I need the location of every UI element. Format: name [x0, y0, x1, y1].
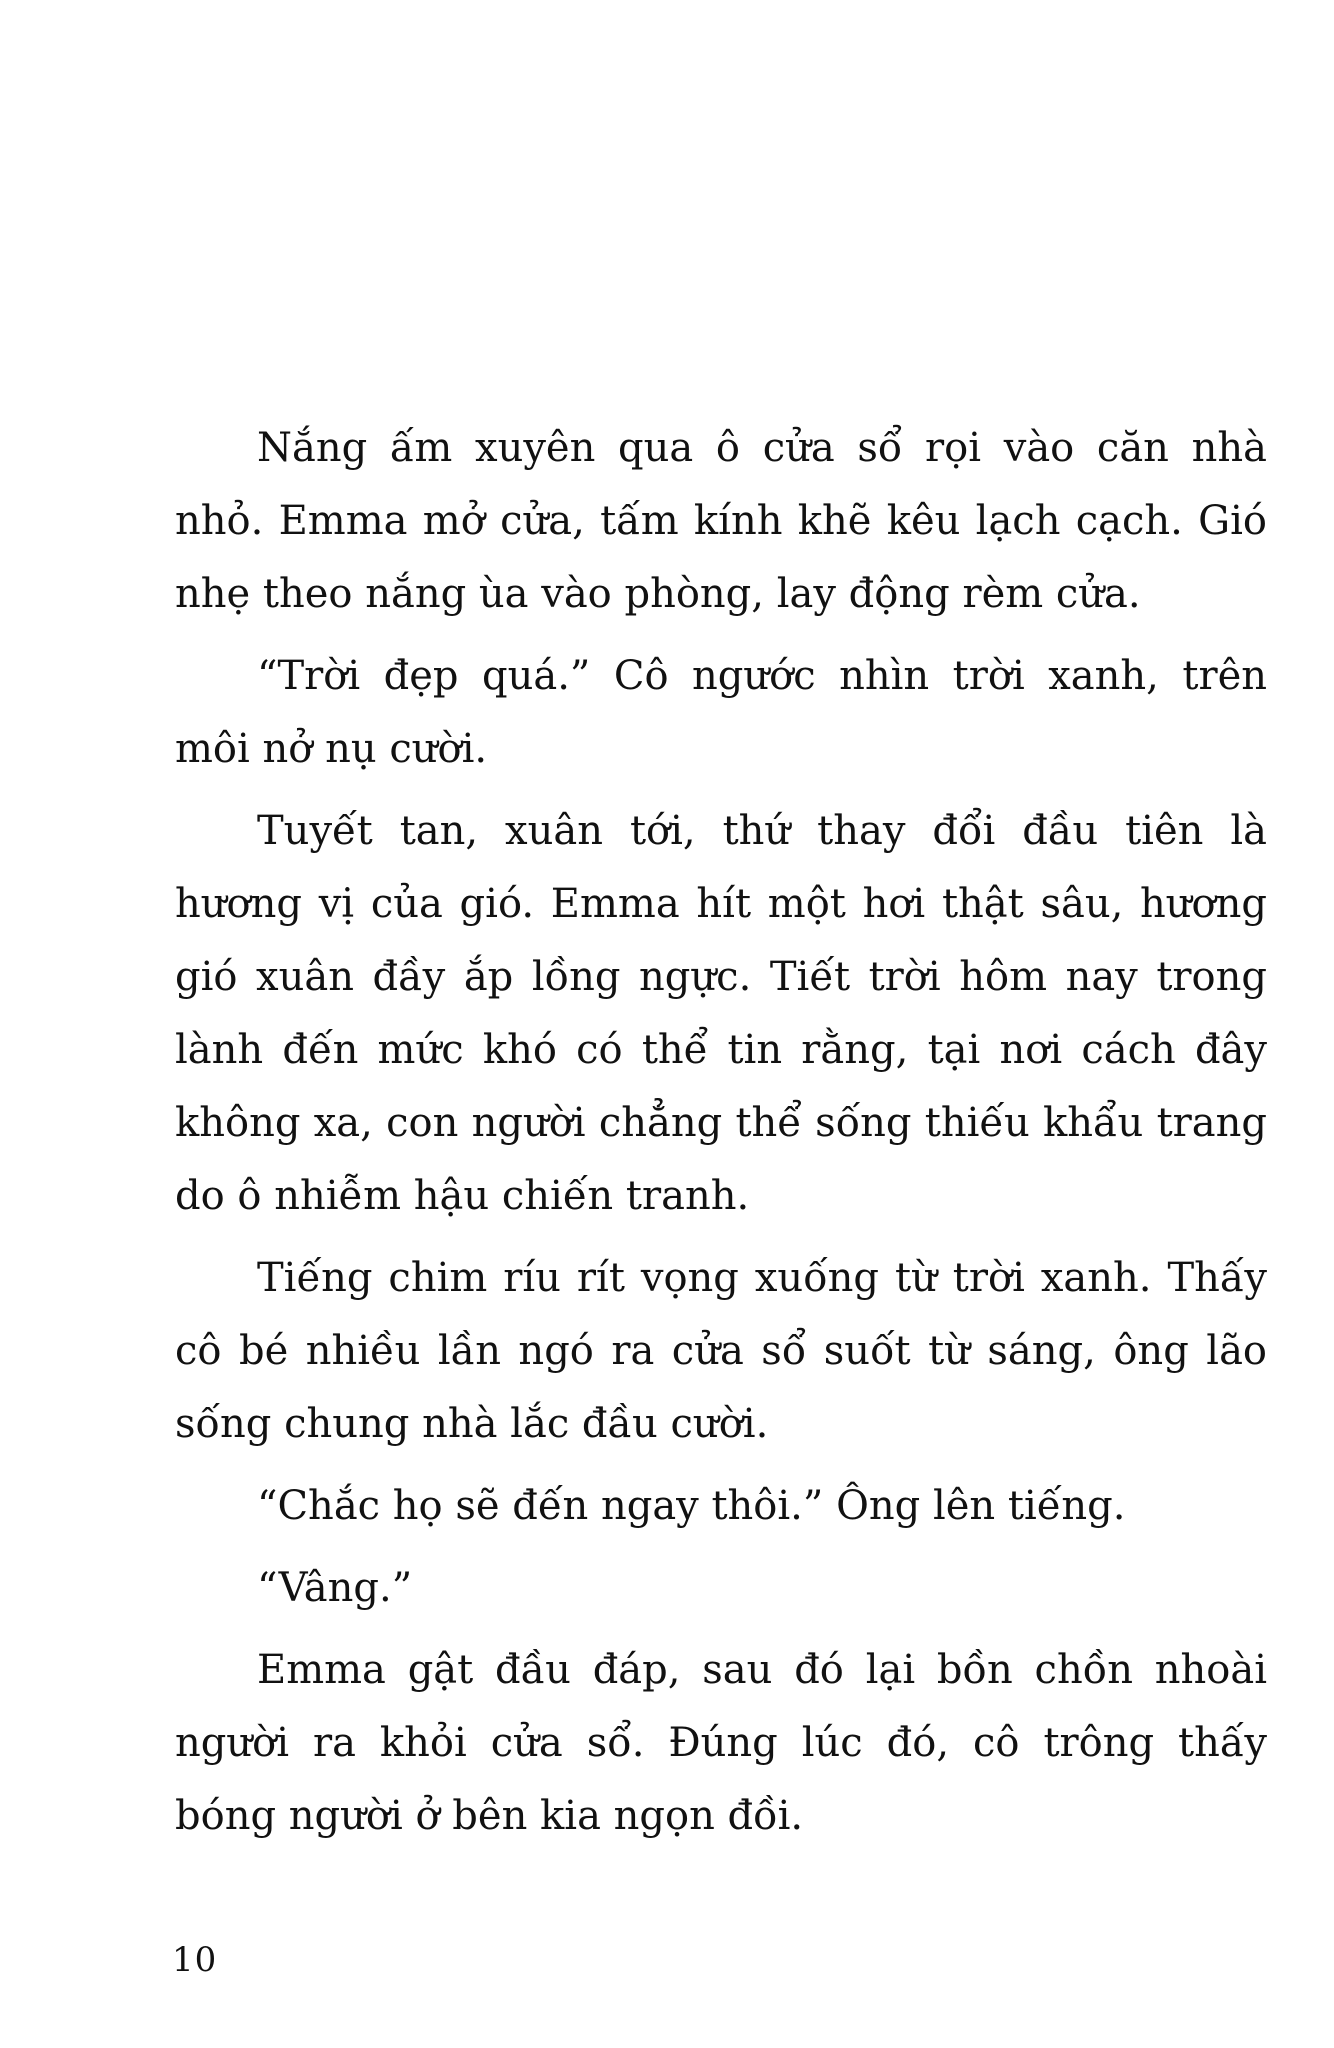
paragraph-4: Tiếng chim ríu rít vọng xuống từ trời xanh. Thấy cô bé nhiều lần ngó ra cửa sổ suốt từ sáng, ông lão sống chung nhà lắc đầu cười.: [175, 1255, 1267, 1447]
body-text: [175, 412, 1267, 1862]
paragraph-2: “Trời đẹp quá.” Cô ngước nhìn trời xanh, trên môi nở nụ cười.: [175, 653, 1267, 772]
paragraph-7: Emma gật đầu đáp, sau đó lại bồn chồn nhoài người ra khỏi cửa sổ. Đúng lúc đó, cô trông thấy bóng người ở bên kia ngọn đồi.: [175, 1647, 1267, 1839]
page-number: 10: [172, 1940, 218, 1980]
paragraph-1: Nắng ấm xuyên qua ô cửa sổ rọi vào căn nhà nhỏ. Emma mở cửa, tấm kính khẽ kêu lạch cạch. Gió nhẹ theo nắng ùa vào phòng, lay động rèm cửa.: [175, 425, 1267, 617]
paragraph-6: “Vâng.”: [257, 1565, 413, 1611]
paragraph-3: Tuyết tan, xuân tới, thứ thay đổi đầu tiên là hương vị của gió. Emma hít một hơi thật sâu, hương gió xuân đầy ắp lồng ngực. Tiết trời hôm nay trong lành đến mức khó có thể tin rằng, tại nơi cách đây không xa, con người chẳng thể sống thiếu khẩu trang do ô nhiễm hậu chiến tranh.: [175, 808, 1267, 1219]
paragraph-5: “Chắc họ sẽ đến ngay thôi.” Ông lên tiếng.: [257, 1483, 1126, 1529]
